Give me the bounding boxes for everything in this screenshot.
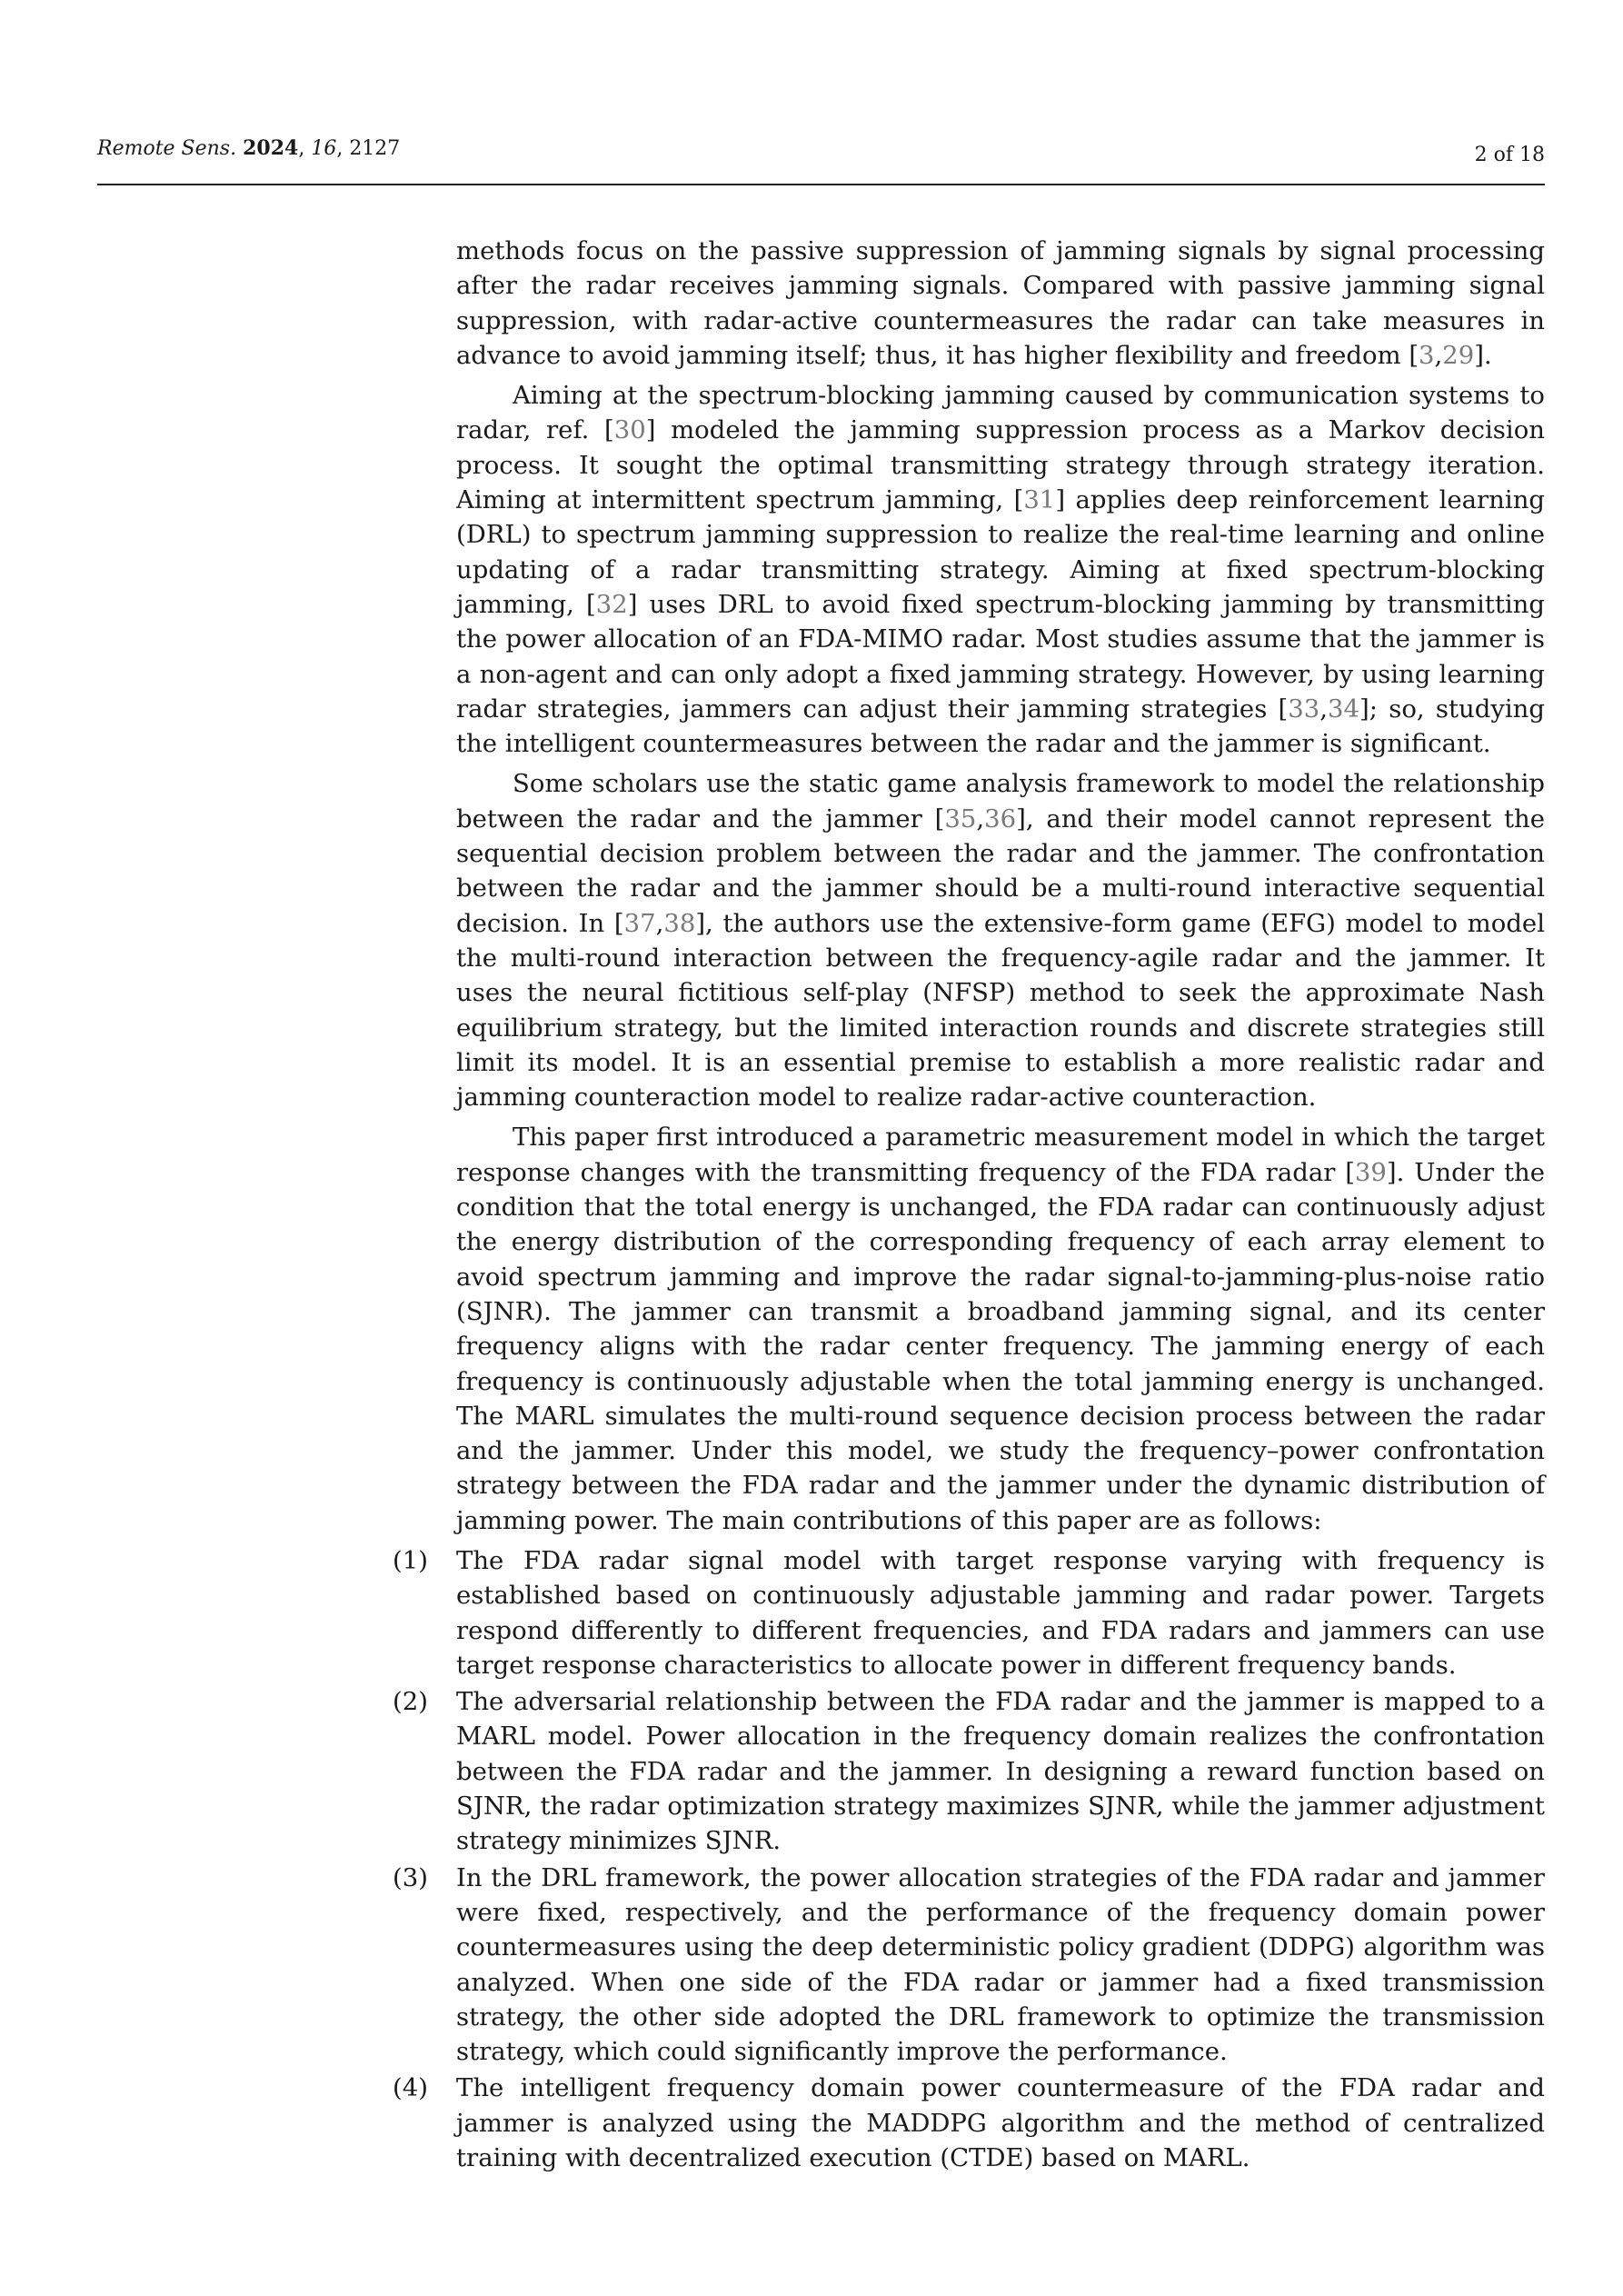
- contribution-item: [393, 1684, 1545, 1858]
- contribution-number: (1): [393, 1545, 428, 1575]
- contribution-text: The FDA radar signal model with target response varying with frequency is established based on continuously adjustable jamming and radar power. Targets respond differently to different frequencies, and FDA radars and jammers can use target response characteristics to allocate power in different frequency bands.: [456, 1545, 1545, 1680]
- body-paragraph: [456, 234, 1545, 373]
- citation-link[interactable]: 32: [595, 589, 628, 619]
- paragraph-text: ].: [1474, 340, 1492, 370]
- contribution-number: (3): [393, 1862, 428, 1892]
- citation-link[interactable]: 31: [1023, 485, 1056, 515]
- paragraph-text: ]; so, studying the intelligent countermeasures between the radar and the jammer is significant.: [456, 694, 1545, 759]
- body-paragraph: [456, 766, 1545, 1114]
- page-header: [97, 133, 1545, 185]
- paragraph-text: ] applies deep reinforcement learning (DRL) to spectrum jamming suppression to realize the real-time learning and online updating of a radar transmitting strategy. Aiming at fixed spectrum-blocking jamming, [: [456, 485, 1546, 619]
- journal-citation: Remote Sens. 2024, 16, 2127: [97, 136, 401, 160]
- citation-link[interactable]: 37: [623, 908, 656, 938]
- citation-link[interactable]: 34: [1328, 694, 1360, 724]
- citation-link[interactable]: 39: [1354, 1157, 1387, 1187]
- citation-link[interactable]: 30: [613, 415, 646, 445]
- contribution-item: [393, 1861, 1545, 2070]
- paragraph-text: methods focus on the passive suppression of jamming signals by signal processing after the radar receives jamming signals. Compared with passive jamming signal suppression, with radar-active countermeasures the radar can take measures in advance to avoid jamming itself; thus, it has higher flexibility and freedom [: [456, 236, 1545, 370]
- journal-name: Remote Sens.: [97, 137, 237, 160]
- paragraph-text: ], the authors use the extensive-form game (EFG) model to model the multi-round interaction between the frequency-agile radar and the jammer. It uses the neural fictitious self-play (NFSP) method to seek the approximate Nash equilibrium strategy, but the limited interaction rounds and discrete strategies still limit its model. It is an essential premise to establish a more realistic radar and jamming counteraction model to realize radar-active counteraction.: [456, 908, 1545, 1113]
- journal-year: 2024: [243, 136, 299, 160]
- contribution-item: [393, 2071, 1545, 2175]
- paragraph-text: Aiming at the spectrum-blocking jamming caused by communication systems to radar, ref. [: [456, 381, 1545, 445]
- citation-link[interactable]: 3: [1419, 340, 1435, 370]
- article-body: [393, 234, 1546, 2177]
- paragraph-text: This paper first introduced a parametric measurement model in which the target response changes with the transmitting frequency of the FDA radar [: [456, 1123, 1545, 1187]
- contribution-text: In the DRL framework, the power allocation strategies of the FDA radar and jammer were fixed, respectively, and the performance of the frequency domain power countermeasures using the deep deterministic policy gradient (DDPG) algorithm was analyzed. When one side of the FDA radar or jammer had a fixed transmission strategy, the other side adopted the DRL framework to optimize the transmission strategy, which could significantly improve the performance.: [456, 1862, 1545, 2067]
- paragraph-text: ,: [1434, 340, 1443, 370]
- paragraph-text: Some scholars use the static game analysis framework to model the relationship between the radar and the jammer [: [456, 769, 1545, 834]
- paragraph-text: ]. Under the condition that the total energy is unchanged, the FDA radar can continuously adjust the energy distribution of the corresponding frequency of each array element to avoid spectrum jamming and improve the radar signal-to-jamming-plus-noise ratio (SJNR). The jammer can transmit a broadband jamming signal, and its center frequency aligns with the radar center frequency. The jamming energy of each frequency is continuously adjustable when the total jamming energy is unchanged. The MARL simulates the multi-round sequence decision process between the radar and the jammer. Under this model, we study the frequency–power confrontation strategy between the FDA radar and the jammer under the dynamic distribution of jamming power. The main contributions of this paper are as follows:: [456, 1157, 1545, 1535]
- paragraph-text: ,: [655, 908, 664, 938]
- contributions-list: [393, 1543, 1545, 2175]
- citation-link[interactable]: 36: [984, 804, 1017, 834]
- page-number: 2 of 18: [1474, 144, 1545, 166]
- citation-link[interactable]: 38: [663, 908, 696, 938]
- paragraph-text: ] modeled the jamming suppression process as a Markov decision process. It sought the optimal transmitting strategy through strategy iteration. Aiming at intermittent spectrum jamming, [: [456, 415, 1545, 515]
- contribution-item: [393, 1543, 1545, 1682]
- body-paragraph: [456, 378, 1545, 761]
- journal-article: , 2127: [336, 137, 401, 160]
- journal-volume: 16: [311, 137, 337, 160]
- body-paragraph: [456, 1120, 1545, 1538]
- contribution-text: The intelligent frequency domain power countermeasure of the FDA radar and jammer is analyzed using the MADDPG algorithm and the method of centralized training with decentralized execution (CTDE) based on MARL.: [456, 2073, 1545, 2173]
- paragraph-text: ] uses DRL to avoid fixed spectrum-blocking jamming by transmitting the power allocation of an FDA-MIMO radar. Most studies assume that the jammer is a non-agent and can only adopt a fixed jamming strategy. However, by using learning radar strategies, jammers can adjust their jamming strategies [: [456, 589, 1545, 724]
- paragraph-list: [456, 234, 1545, 1538]
- contribution-number: (2): [393, 1687, 428, 1717]
- citation-link[interactable]: 29: [1442, 340, 1475, 370]
- contribution-text: The adversarial relationship between the FDA radar and the jammer is mapped to a MARL model. Power allocation in the frequency domain realizes the confrontation between the FDA radar and the jammer. In designing a reward function based on SJNR, the radar optimization strategy maximizes SJNR, while the jammer adjustment strategy minimizes SJNR.: [456, 1687, 1545, 1856]
- citation-link[interactable]: 33: [1288, 694, 1320, 724]
- paragraph-text: ,: [976, 804, 985, 834]
- contribution-number: (4): [393, 2073, 428, 2103]
- paragraph-text: ,: [1319, 694, 1329, 724]
- paragraph-text: ], and their model cannot represent the sequential decision problem between the radar and the jammer. The confrontation between the radar and the jammer should be a multi-round interactive sequential decision. In [: [456, 804, 1545, 938]
- citation-link[interactable]: 35: [944, 804, 977, 834]
